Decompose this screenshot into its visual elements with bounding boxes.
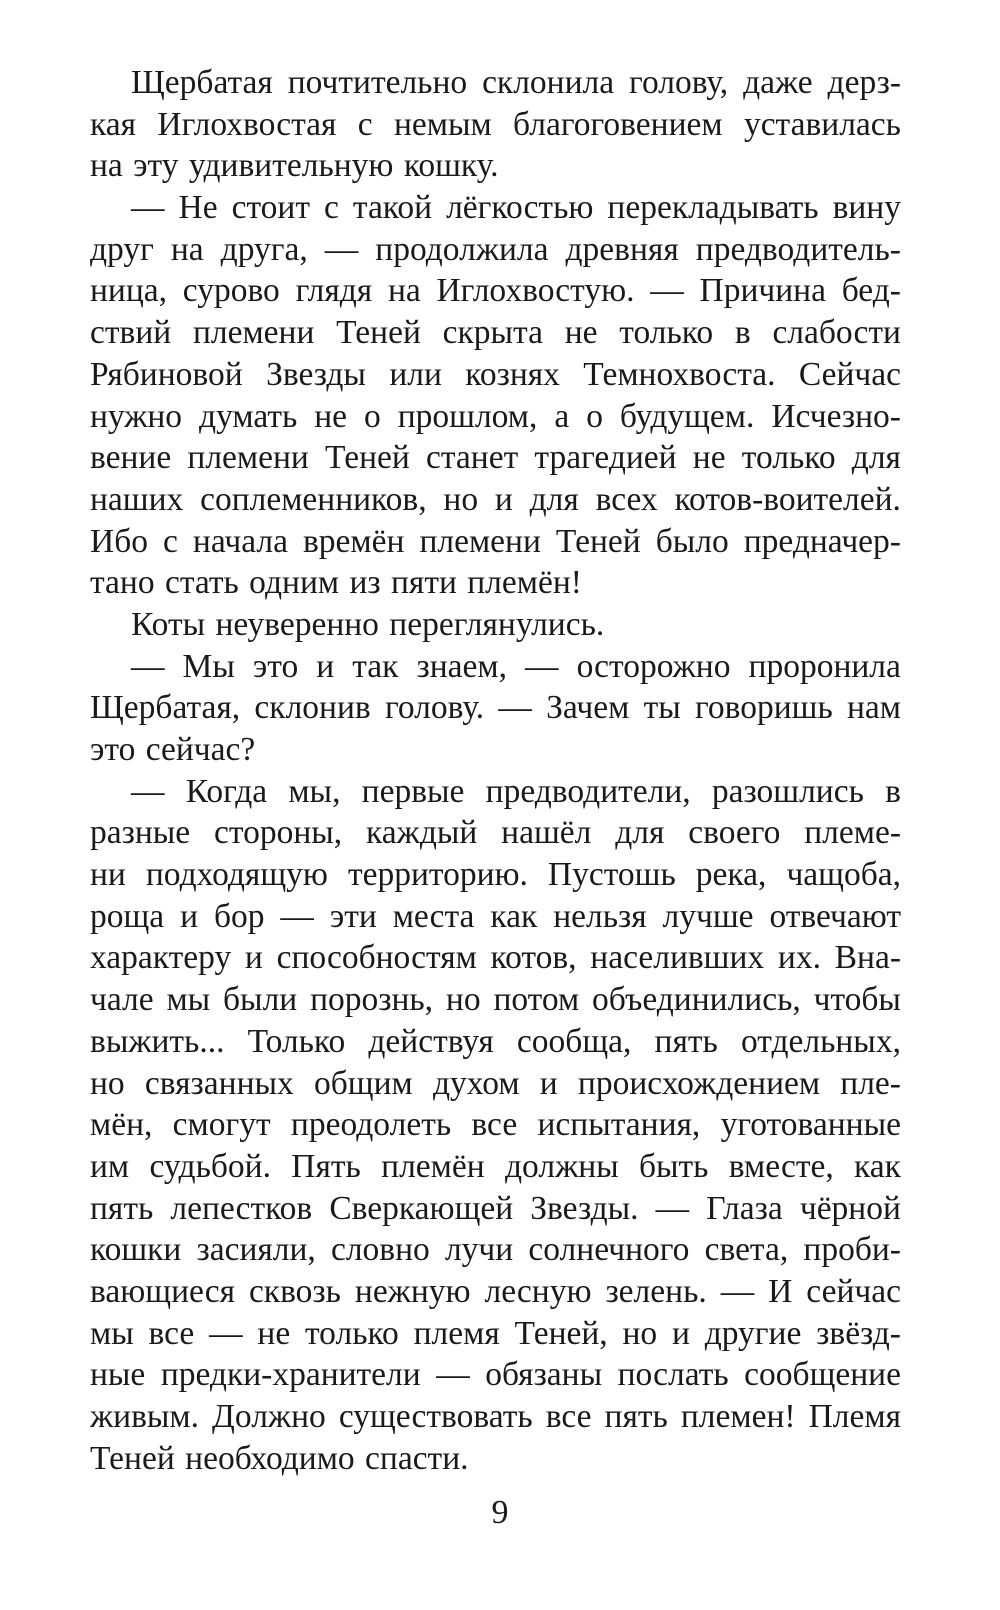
text-line: ни подходящую территорию. Пустошь река, чащоба, — [90, 856, 901, 894]
text-line: им судьбой. Пять племён должны быть вместе, как — [90, 1147, 901, 1185]
text-line: на эту удивительную кошку. — [90, 147, 499, 185]
text-line: вение племени Теней станет трагедией не только для — [90, 439, 901, 477]
text-line: ные предки-хранители — обязаны послать сообщение — [90, 1356, 901, 1394]
text-line: но связанных общим духом и происхождением пле- — [90, 1064, 901, 1102]
text-line: мы все — не только племя Теней, но и другие звёзд- — [90, 1314, 901, 1352]
text-line: характеру и способностям котов, населивших их. Вна- — [90, 939, 901, 977]
text-line: разные стороны, каждый нашёл для своего племе- — [90, 814, 901, 852]
text-line: нужно думать не о прошлом, а о будущем. Исчезно- — [90, 397, 901, 435]
text-line: пять лепестков Сверкающей Звезды. — Глаза чёрной — [90, 1189, 901, 1227]
paragraph — [90, 187, 901, 604]
paragraph — [90, 62, 901, 187]
paragraph — [90, 646, 901, 771]
text-line: мён, смогут преодолеть все испытания, уготованные — [90, 1106, 901, 1144]
text-block — [90, 62, 901, 1479]
text-line: вающиеся сквозь нежную лесную зелень. — И сейчас — [90, 1272, 901, 1310]
text-line: тано стать одним из пяти племён! — [90, 564, 582, 602]
text-line: наших соплеменников, но и для всех котов-воителей. — [90, 480, 901, 518]
book-page — [90, 62, 901, 1477]
text-line: Теней необходимо спасти. — [90, 1439, 469, 1477]
text-line: выжить... Только действуя сообща, пять отдельных, — [90, 1022, 901, 1060]
text-line: роща и бор — эти места как нельзя лучше отвечают — [90, 897, 901, 935]
text-line: друг на друга, — продолжила древняя предводитель- — [90, 230, 901, 268]
text-line: Щербатая почтительно склонила голову, даже дерз- — [131, 64, 901, 101]
text-line: кая Иглохвостая с немым благоговением уставилась — [90, 105, 901, 143]
text-line: кошки засияли, словно лучи солнечного света, проби- — [90, 1231, 901, 1269]
text-line: — Не стоит с такой лёгкостью перекладывать вину — [131, 189, 901, 227]
text-line: ница, сурово глядя на Иглохвостую. — Причина бед- — [90, 272, 901, 310]
text-line: Ибо с начала времён племени Теней было предначер- — [90, 522, 901, 560]
text-line: Щербатая, склонив голову. — Зачем ты говоришь нам — [90, 689, 901, 727]
text-line: это сейчас? — [90, 731, 256, 768]
text-line: чале мы были порознь, но потом объединились, чтобы — [90, 981, 901, 1019]
text-line: Коты неуверенно переглянулись. — [131, 605, 605, 643]
paragraph — [90, 771, 901, 1480]
paragraph — [90, 604, 901, 646]
text-line: — Когда мы, первые предводители, разошлись в — [131, 772, 901, 810]
text-line: живым. Должно существовать все пять племен! Племя — [90, 1398, 901, 1435]
page-number: 9 — [491, 1494, 509, 1531]
text-line: — Мы это и так знаем, — осторожно проронила — [131, 647, 901, 685]
text-line: ствий племени Теней скрыта не только в слабости — [90, 314, 901, 352]
text-line: Рябиновой Звезды или кознях Темнохвоста. Сейчас — [90, 355, 901, 393]
